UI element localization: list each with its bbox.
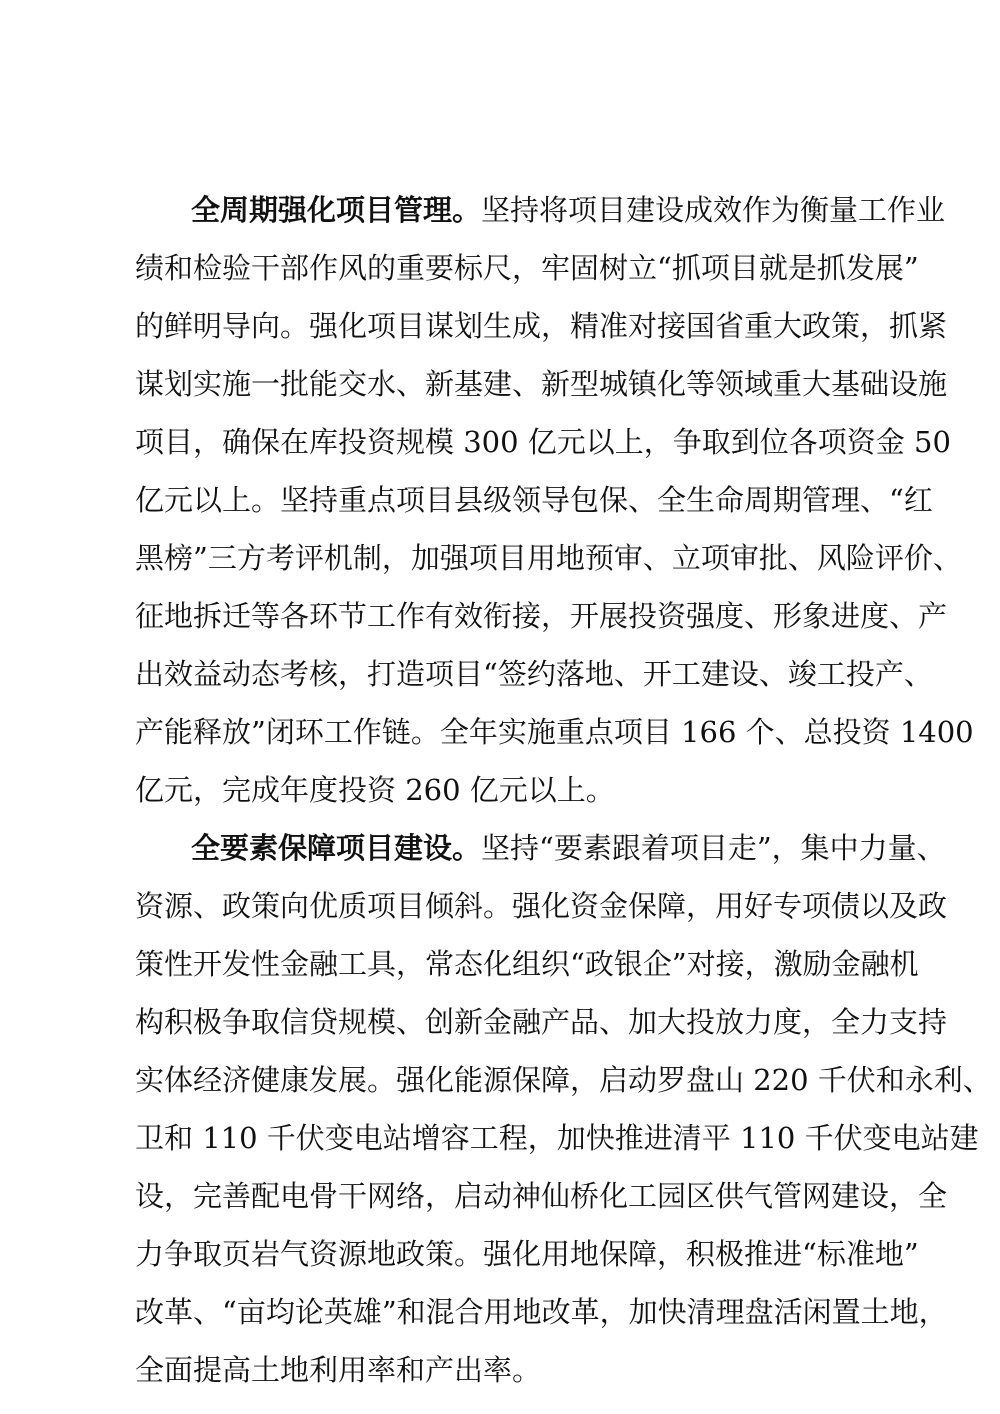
paragraph-line: 实体经济健康发展。强化能源保障，启动罗盘山 220 千伏和永利、 (135, 1063, 992, 1097)
paragraph-line: 绩和检验干部作风的重要标尺，牢固树立“抓项目就是抓发展” (135, 251, 919, 285)
paragraph-line: 亿元，完成年度投资 260 亿元以上。 (135, 773, 615, 807)
paragraph-line: 亿元以上。坚持重点项目县级领导包保、全生命周期管理、“红 (135, 483, 933, 517)
paragraph-first-line (191, 180, 946, 240)
paragraph-line: 征地拆迁等各环节工作有效衔接，开展投资强度、形象进度、产 (135, 599, 948, 633)
paragraph-line: 出效益动态考核，打造项目“签约落地、开工建设、竣工投产、 (135, 657, 933, 691)
paragraph-lead: 全要素保障项目建设。 (191, 831, 482, 865)
paragraph-line: 力争取页岩气资源地政策。强化用地保障，积极推进“标准地” (135, 1237, 919, 1271)
paragraph-lead: 全周期强化项目管理。 (191, 193, 482, 227)
paragraph-line: 改革、“亩均论英雄”和混合用地改革，加快清理盘活闲置土地， (135, 1295, 948, 1329)
paragraph-line: 黑榜”三方考评机制，加强项目用地预审、立项审批、风险评价、 (135, 541, 962, 575)
paragraph-line: 坚持“要素跟着项目走”，集中力量、 (481, 831, 946, 865)
paragraph-line: 策性开发性金融工具，常态化组织“政银企”对接，激励金融机 (135, 947, 919, 981)
paragraph-line: 产能释放”闭环工作链。全年实施重点项目 166 个、总投资 1400 (135, 715, 974, 749)
paragraph-line: 项目，确保在库投资规模 300 亿元以上，争取到位各项资金 50 (135, 425, 951, 459)
paragraph-line: 设，完善配电骨干网络，启动神仙桥化工园区供气管网建设，全 (135, 1179, 948, 1213)
paragraph-line: 全面提高土地利用率和产出率。 (135, 1353, 542, 1387)
paragraph-line: 谋划实施一批能交水、新基建、新型城镇化等领域重大基础设施 (135, 367, 948, 401)
paragraph-line: 的鲜明导向。强化项目谋划生成，精准对接国省重大政策，抓紧 (135, 309, 948, 343)
paragraph-line: 坚持将项目建设成效作为衡量工作业 (481, 193, 946, 227)
paragraph-line: 构积极争取信贷规模、创新金融产品、加大投放力度，全力支持 (135, 1005, 948, 1039)
paragraph-first-line (191, 818, 946, 878)
paragraph-line: 资源、政策向优质项目倾斜。强化资金保障，用好专项债以及政 (135, 889, 948, 923)
paragraph-line: 卫和 110 千伏变电站增容工程，加快推进清平 110 千伏变电站建 (135, 1121, 979, 1155)
